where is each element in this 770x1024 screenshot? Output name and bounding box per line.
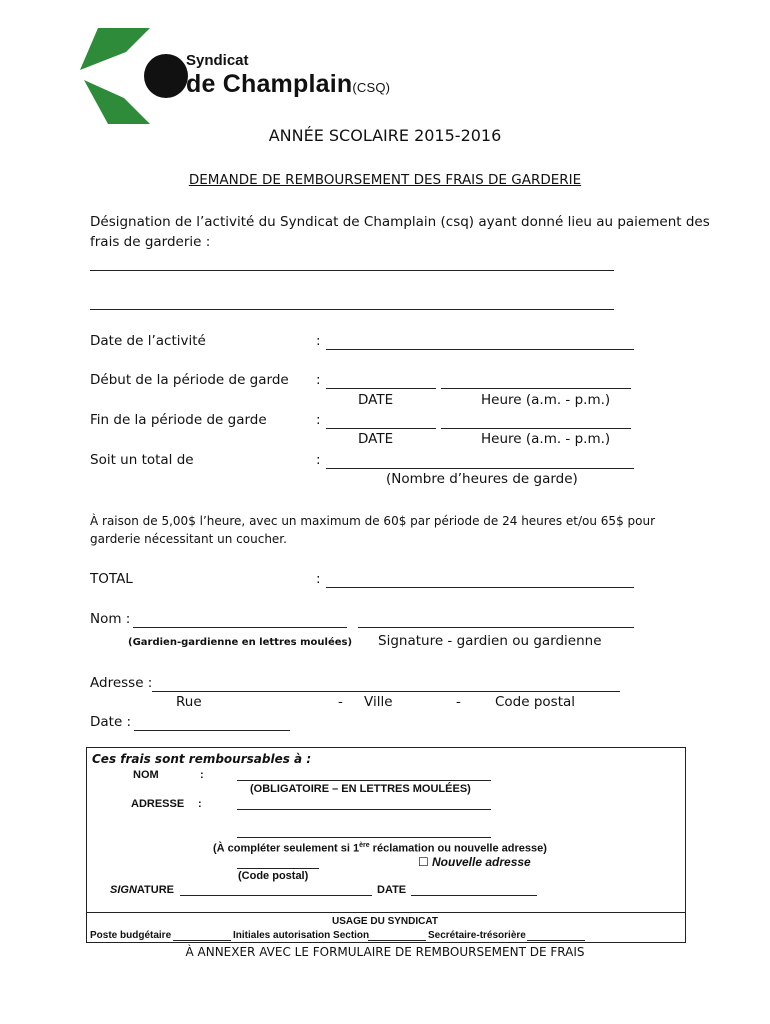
page-title: ANNÉE SCOLAIRE 2015-2016 [268,126,502,145]
designation-input-line1[interactable] [90,270,614,271]
code-postal-caption: (Code postal) [238,870,309,882]
box-adresse-label: ADRESSE [131,798,185,810]
fin-heure-field[interactable] [441,428,631,429]
nom-label: Nom : [90,611,131,627]
dash: - [338,694,343,710]
nom-field[interactable] [133,627,347,628]
box-adresse-field2[interactable] [237,837,491,838]
box-signature-field[interactable] [180,895,372,896]
initiales-label: Initiales autorisation Section [233,930,370,941]
fin-label: Fin de la période de garde [90,412,267,428]
box-nom-label: NOM [133,769,159,781]
designation-line2: frais de garderie : [90,234,211,250]
colon: : [316,333,321,349]
colon: : [316,372,321,388]
initiales-field[interactable] [368,940,426,941]
signature-caption: Signature - gardien ou gardienne [378,633,602,649]
dash: - [456,694,461,710]
debut-label: Début de la période de garde [90,372,289,388]
box-heading: Ces frais sont remboursables à : [92,752,312,766]
colon: : [200,769,204,781]
date-activite-field[interactable] [326,349,634,350]
heure-caption: Heure (a.m. - p.m.) [481,431,611,447]
total-label: TOTAL [90,571,133,587]
obligatoire-caption: (OBLIGATOIRE – EN LETTRES MOULÉES) [250,783,471,795]
date-field[interactable] [134,730,290,731]
box-divider [86,912,686,913]
signature-field[interactable] [358,627,634,628]
colon: : [198,798,202,810]
box-signature-label: SIGNATURE [110,884,174,896]
completer-note: (À compléter seulement si 1ère réclamation ou nouvelle adresse) [213,842,547,855]
nom-caption: (Gardien-gardienne en lettres moulées) [128,637,353,648]
debut-date-field[interactable] [326,388,436,389]
nombre-heures-caption: (Nombre d’heures de garde) [386,471,578,487]
logo-line2: de Champlain(CSQ) [186,70,391,98]
date-caption: DATE [358,392,394,408]
box-code-postal-field[interactable] [237,868,319,869]
ville-caption: Ville [364,694,393,710]
designation-input-line2[interactable] [90,309,614,310]
usage-syndicat: USAGE DU SYNDICAT [332,916,438,927]
poste-budgetaire-label: Poste budgétaire [90,930,172,941]
debut-heure-field[interactable] [441,388,631,389]
box-date-label: DATE [377,884,407,896]
colon: : [316,452,321,468]
nouvelle-adresse-checkbox[interactable]: ☐ [418,855,429,869]
footer-note: À ANNEXER AVEC LE FORMULAIRE DE REMBOURSEMENT DE FRAIS [185,945,585,959]
colon: : [316,412,321,428]
logo-mark [80,28,190,126]
poste-budgetaire-field[interactable] [173,940,231,941]
date-caption: DATE [358,431,394,447]
date-label: Date : [90,714,132,730]
rue-caption: Rue [176,694,202,710]
heure-caption: Heure (a.m. - p.m.) [481,392,611,408]
rate-line1: À raison de 5,00$ l’heure, avec un maximum de 60$ par période de 24 heures et/ou 65$ pour [90,514,656,528]
box-date-field[interactable] [411,895,537,896]
logo-line1: Syndicat [186,52,249,69]
colon: : [316,571,321,587]
code-postal-caption: Code postal [495,694,576,710]
box-nom-field[interactable] [237,780,491,781]
nouvelle-adresse-label: Nouvelle adresse [432,855,531,869]
secretaire-field[interactable] [527,940,585,941]
secretaire-label: Secrétaire-trésorière [428,930,526,941]
adresse-label: Adresse : [90,675,153,691]
adresse-field[interactable] [152,691,620,692]
fin-date-field[interactable] [326,428,436,429]
total-de-label: Soit un total de [90,452,194,468]
date-activite-label: Date de l’activité [90,333,206,349]
designation-line1: Désignation de l’activité du Syndicat de Champlain (csq) ayant donné lieu au paiement des [90,214,710,230]
box-adresse-field1[interactable] [237,809,491,810]
total-field[interactable] [326,587,634,588]
form-subtitle: DEMANDE DE REMBOURSEMENT DES FRAIS DE GARDERIE [188,172,582,188]
total-heures-field[interactable] [326,468,634,469]
rate-line2: garderie nécessitant un coucher. [90,532,287,546]
